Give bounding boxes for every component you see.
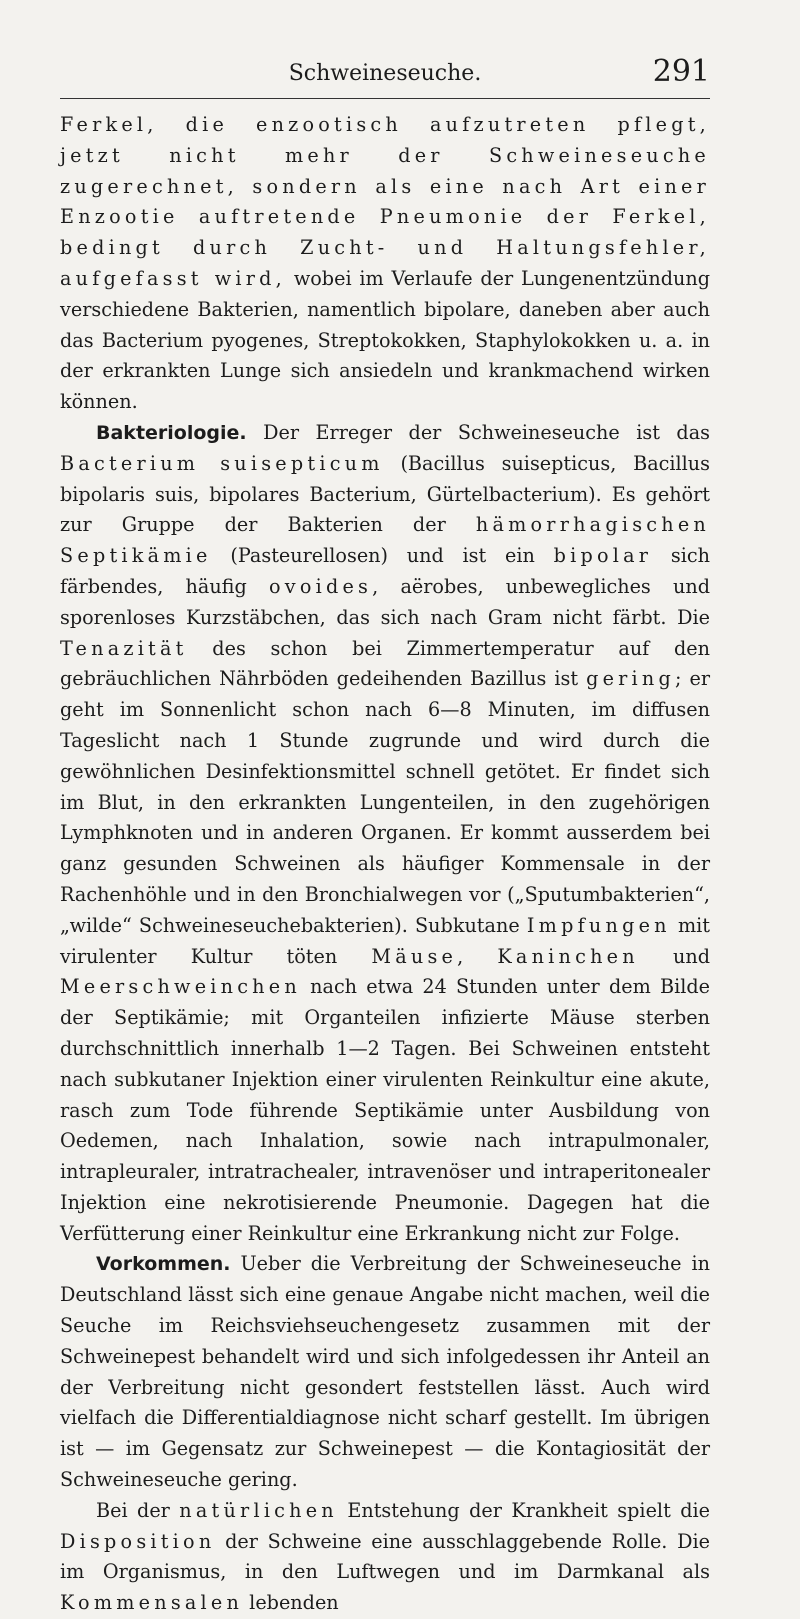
text-run: Entstehung der Krankheit spielt die (337, 1498, 710, 1522)
spaced-emphasis: Ferkel, die enzootisch aufzutreten pflegt, jetzt nicht mehr der Schweineseuche zugerechnet, sondern als eine nach Art einer Enzootie auftretende Pneumonie der Ferkel, bedingt durch Zucht- und Haltungsfehler, aufgefasst wird, (60, 113, 710, 290)
spaced-emphasis: ovoides (268, 574, 373, 598)
text-run: der Schweine eine ausschlaggebende Rolle. Die im Organismus, in den Luftwegen und im Darmkanal als (60, 1529, 710, 1584)
running-head: Schweineseuche. (288, 61, 482, 86)
text-run: , aërobes, unbewegliches und sporenloses Kurzstäbchen, das sich nach Gram nicht färbt. Die (60, 574, 710, 629)
text-run: Der Erreger der Schweineseuche ist das (246, 420, 710, 444)
body-text (60, 110, 710, 1619)
spaced-emphasis: Kaninchen (497, 944, 639, 968)
page-number: 291 (652, 54, 710, 89)
text-run: lebenden (243, 1591, 339, 1615)
spaced-emphasis: Disposition (60, 1529, 216, 1553)
text-run: mit virulenter Kultur töten (60, 913, 710, 968)
paragraph (60, 110, 710, 418)
text-run: , (457, 944, 498, 968)
spaced-emphasis: Meerschweinchen (60, 975, 301, 999)
spaced-emphasis: bipolar (553, 544, 653, 568)
spaced-emphasis: Impfungen (526, 913, 671, 937)
spaced-emphasis: gering (586, 667, 676, 691)
text-run: ; er geht im Sonnenlicht schon nach 6—8 Minuten, im diffusen Tageslicht nach 1 Stunde zugrunde und wird durch die gewöhnlichen Desinfektionsmittel schnell getötet. Er findet sich im Blut, in den erkrankten Lungenteilen, in den zugehörigen Lymphknoten und in anderen Organen. Er kommt ausserdem bei ganz gesunden Schweinen als häufiger Kommensale in der Rachenhöhle und in den Bronchialwegen vor („Sputumbakterien“, „wilde“ Schweineseuchebakterien). Subkutane (60, 667, 710, 937)
text-run: Ueber die Verbreitung der Schweineseuche in Deutschland lässt sich eine genaue Angabe nicht machen, weil die Seuche im Reichsviehseuchengesetz zusammen mit der Schweinepest behandelt wird und sich infolgedessen ihr Anteil an der Verbreitung nicht gesondert feststellen lässt. Auch wird vielfach die Differentialdiagnose nicht scharf gestellt. Im übrigen ist — im Gegensatz zur Schweinepest — die Kontagiosität der Schweineseuche gering. (60, 1252, 710, 1492)
text-run: (Bacillus suisepticus, Bacillus bipolaris suis, bipolares Bacterium, Gürtelbacterium). Es gehört zur Gruppe der Bakterien der (60, 451, 710, 537)
spaced-emphasis: natürlichen (179, 1498, 338, 1522)
section-heading: Bakteriologie. (96, 421, 247, 444)
spaced-emphasis: Kommensalen (60, 1591, 244, 1615)
text-run: Bei der (96, 1498, 180, 1522)
spaced-emphasis: Tenazität (60, 636, 188, 660)
section-heading: Vorkommen. (96, 1253, 231, 1276)
header-rule (60, 98, 710, 99)
text-run: nach etwa 24 Stunden unter dem Bilde der Septikämie; mit Organteilen infizierte Mäuse sterben durchschnittlich innerhalb 1—2 Tagen. Bei Schweinen entsteht nach subkutaner Injektion einer virulenten Reinkultur eine akute, rasch zum Tode führende Septikämie unter Ausbildung von Oedemen, nach Inhalation, sowie nach intrapulmonaler, intrapleuraler, intratrachealer, intravenöser und intraperitonealer Injektion eine nekrotisierende Pneumonie. Dagegen hat die Verfütterung einer Reinkultur eine Erkrankung nicht zur Folge. (60, 975, 710, 1245)
spaced-emphasis: hämorrhagischen Septikämie (60, 513, 710, 568)
text-run: wobei im Verlaufe der Lungenentzündung verschiedene Bakterien, namentlich bipolare, daneben aber auch das Bacterium pyogenes, Streptokokken, Staphylokokken u. a. in der erkrankten Lunge sich ansiedeln und krankmachend wirken können. (60, 266, 711, 414)
paragraph (60, 1496, 710, 1619)
paragraph (60, 1249, 710, 1495)
text-run: des schon bei Zimmertemperatur auf den gebräuchlichen Nährböden gedeihenden Bazillus ist (60, 636, 710, 691)
spaced-emphasis: Mäuse (371, 944, 458, 968)
page-header (60, 54, 710, 100)
text-run: sich färbendes, häufig (60, 544, 710, 598)
text-run: (Pasteurellosen) und ist ein (211, 544, 554, 568)
spaced-emphasis: Bacterium suisepticum (60, 451, 384, 475)
paragraph (60, 418, 710, 1250)
text-run: und (638, 944, 710, 968)
